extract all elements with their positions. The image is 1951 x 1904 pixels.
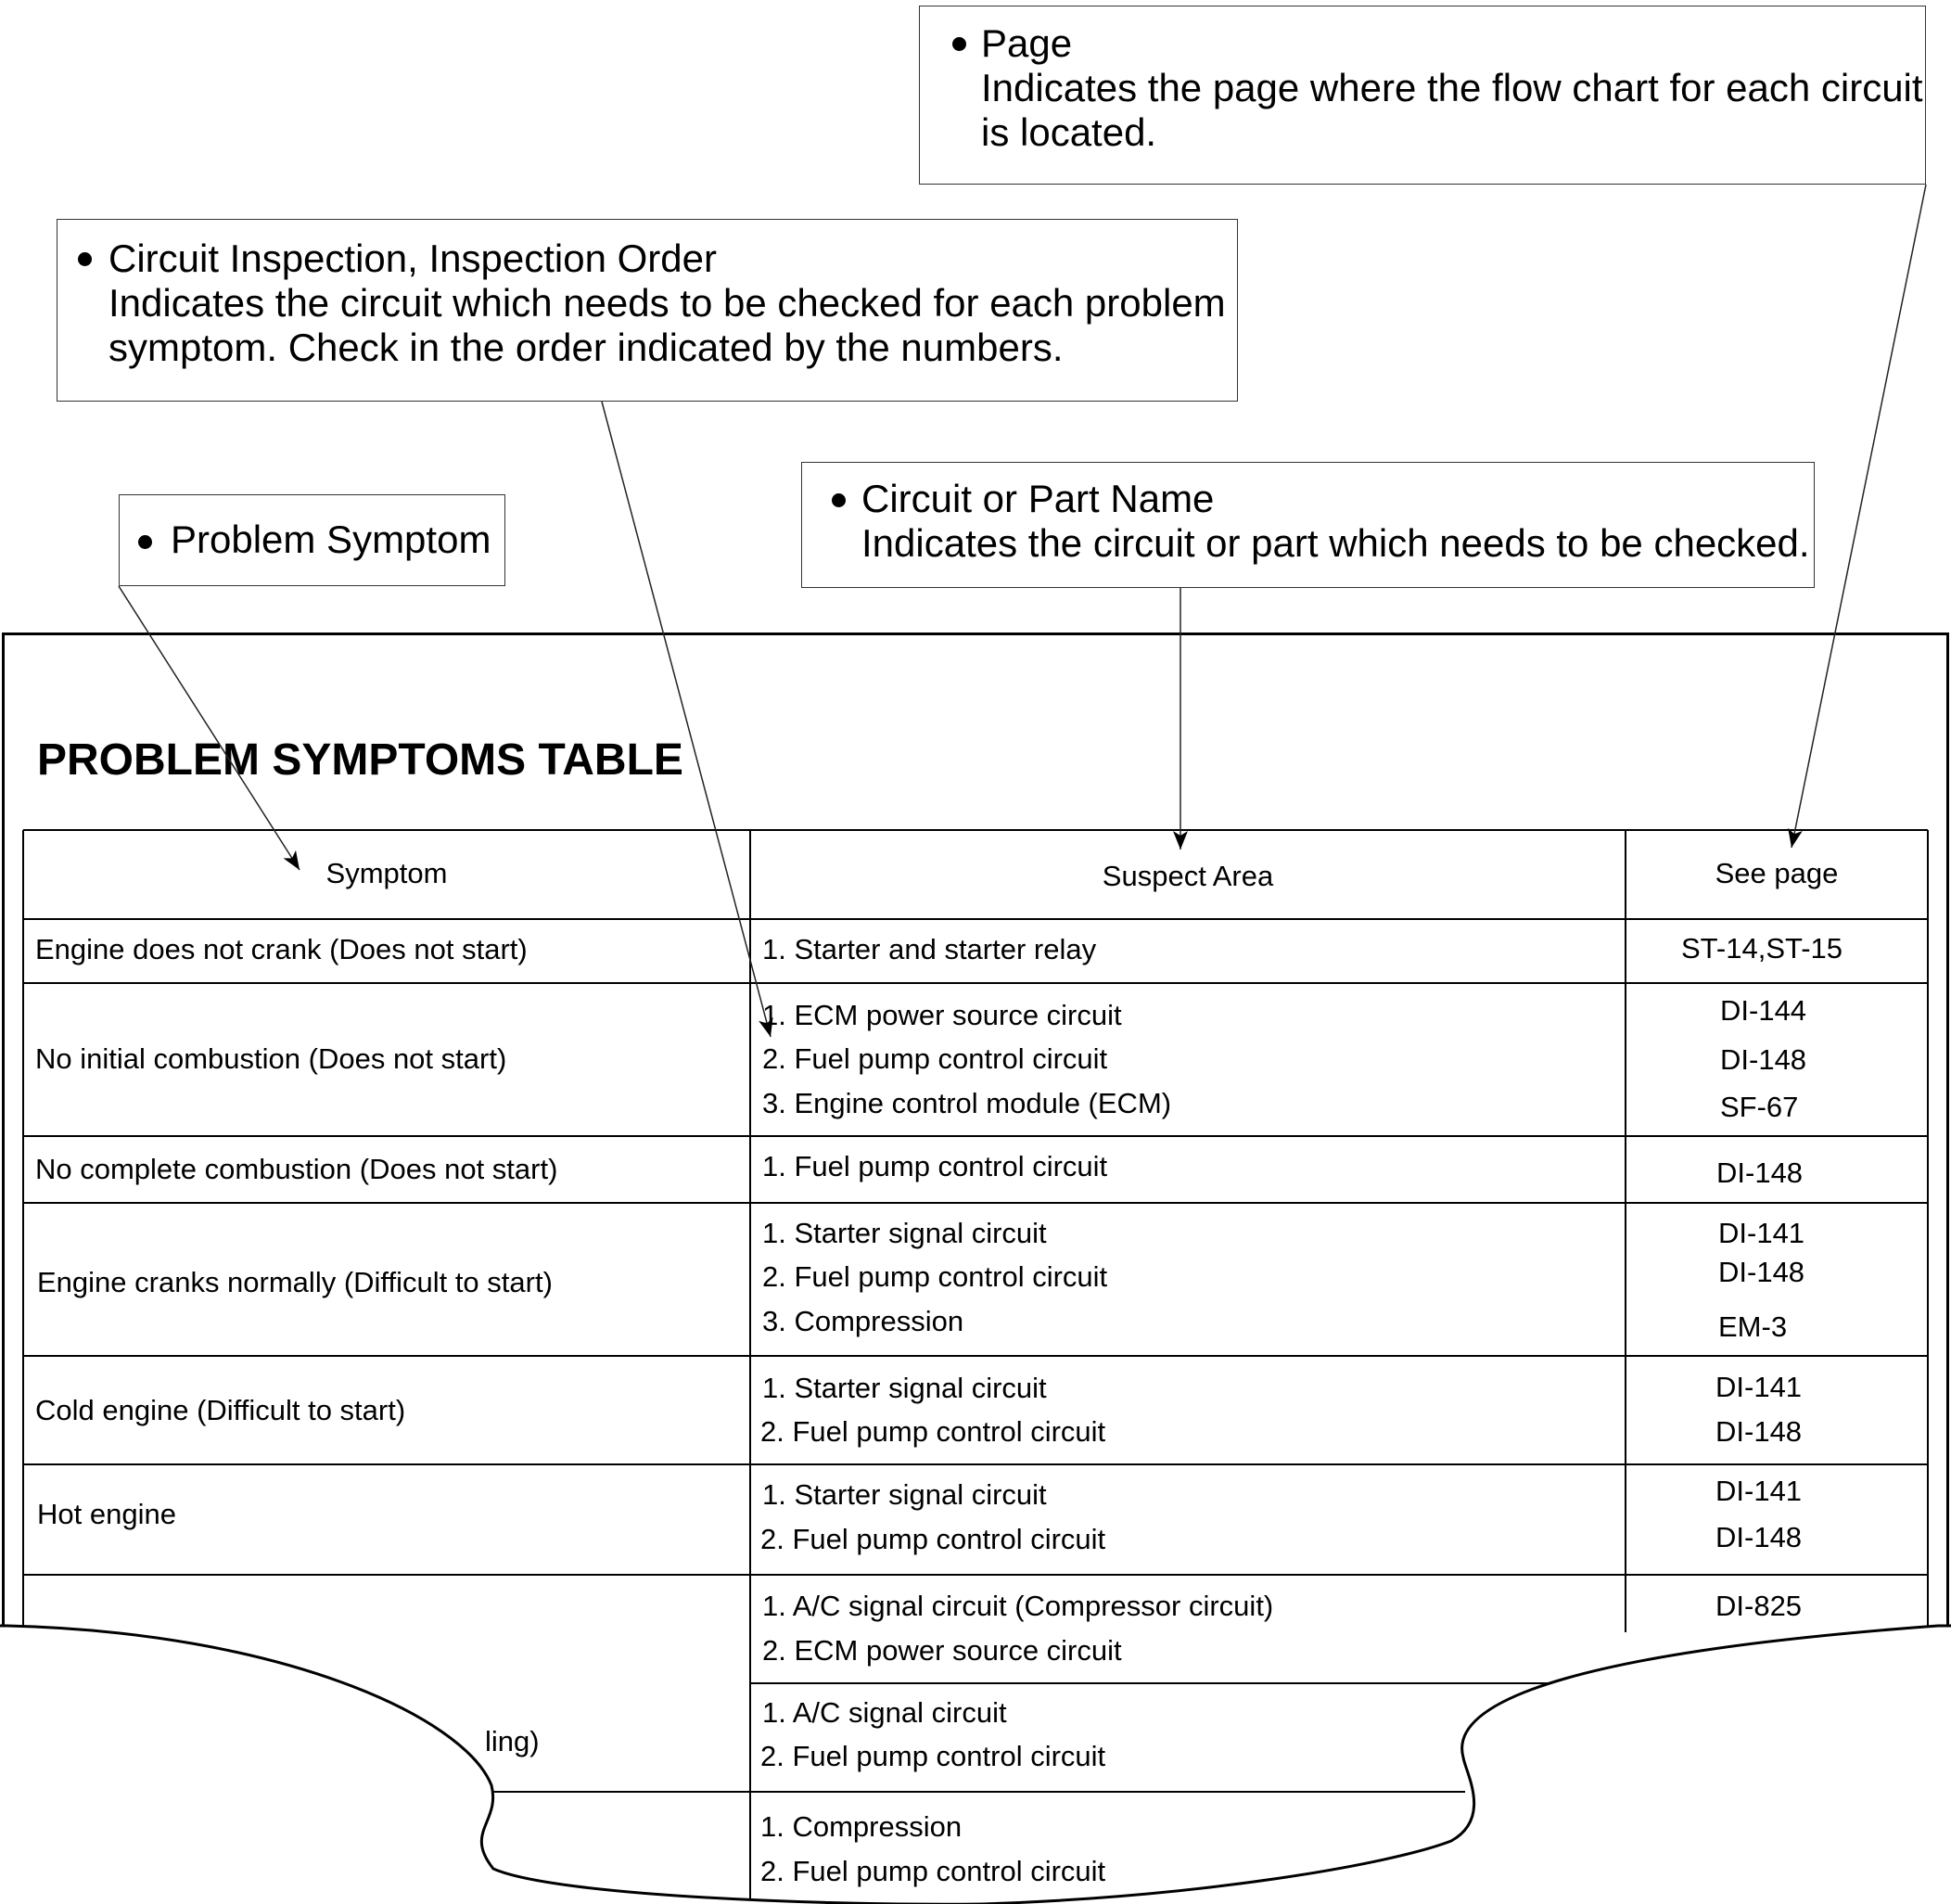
row-1-page-1: ST-14,ST-15 xyxy=(1681,932,1843,965)
row-1-symptom: Engine does not crank (Does not start) xyxy=(35,933,528,965)
pointer-page xyxy=(1792,185,1926,848)
row-2-page-3: SF-67 xyxy=(1720,1091,1799,1123)
row-8-area-2: 2. Fuel pump control circuit xyxy=(760,1740,1106,1772)
callout-inspection-line-2: symptom. Check in the order indicated by the numbers. xyxy=(108,326,1064,369)
row-6-symptom: Hot engine xyxy=(37,1498,176,1530)
row-7-page-1: DI-825 xyxy=(1715,1590,1803,1622)
row-5-symptom: Cold engine (Difficult to start) xyxy=(35,1394,406,1426)
row-4-page-2: DI-148 xyxy=(1718,1256,1805,1288)
row-6-area-2: 2. Fuel pump control circuit xyxy=(760,1523,1106,1555)
row-9-area-1: 1. Compression xyxy=(760,1810,963,1843)
row-5-page-1: DI-141 xyxy=(1715,1371,1803,1403)
row-4-area-1: 1. Starter signal circuit xyxy=(762,1217,1047,1249)
row-8-area-1: 1. A/C signal circuit xyxy=(762,1696,1007,1729)
row-7-area-2: 2. ECM power source circuit xyxy=(762,1634,1122,1667)
callout-pointers xyxy=(119,185,1926,1037)
row-5-area-2: 2. Fuel pump control circuit xyxy=(760,1415,1106,1448)
callout-page-line-2: is located. xyxy=(981,110,1157,154)
callout-inspection-line-1: Indicates the circuit which needs to be checked for each problem xyxy=(108,281,1226,325)
row-4-area-2: 2. Fuel pump control circuit xyxy=(762,1260,1108,1293)
row-5-area-1: 1. Starter signal circuit xyxy=(762,1372,1047,1404)
row-6-page-2: DI-148 xyxy=(1715,1521,1803,1553)
callout-page-line-1: Indicates the page where the flow chart for each circuit xyxy=(981,66,1923,109)
row-2-area-2: 2. Fuel pump control circuit xyxy=(762,1042,1108,1075)
callout-part-title: Circuit or Part Name xyxy=(861,477,1215,520)
row-7-area-1: 1. A/C signal circuit (Compressor circuit) xyxy=(762,1590,1274,1622)
row-9-area-2: 2. Fuel pump control circuit xyxy=(760,1855,1106,1887)
callout-inspection-title: Circuit Inspection, Inspection Order xyxy=(108,236,717,280)
row-2-page-2: DI-148 xyxy=(1720,1043,1807,1076)
pointer-symptom xyxy=(119,586,300,870)
callout-part-line-1: Indicates the circuit or part which needs to be checked. xyxy=(861,521,1810,565)
callout-symptom-title: Problem Symptom xyxy=(171,518,491,561)
header-symptom: Symptom xyxy=(325,857,448,889)
row-2-area-1: 1. ECM power source circuit xyxy=(762,999,1122,1031)
row-3-symptom: No complete combustion (Does not start) xyxy=(35,1153,558,1185)
row-1-area-1: 1. Starter and starter relay xyxy=(762,933,1097,965)
row-8-symptom-fragment: ling) xyxy=(485,1725,540,1757)
row-2-page-1: DI-144 xyxy=(1720,994,1807,1027)
row-6-area-1: 1. Starter signal circuit xyxy=(762,1478,1047,1511)
row-6-page-1: DI-141 xyxy=(1715,1475,1803,1507)
row-3-page-1: DI-148 xyxy=(1716,1156,1804,1189)
row-5-page-2: DI-148 xyxy=(1715,1415,1803,1448)
table-title: PROBLEM SYMPTOMS TABLE xyxy=(37,735,683,785)
row-2-symptom: No initial combustion (Does not start) xyxy=(35,1042,507,1075)
callout-page-title: Page xyxy=(981,21,1073,65)
header-see-page: See page xyxy=(1715,857,1839,889)
row-2-area-3: 3. Engine control module (ECM) xyxy=(762,1087,1172,1119)
row-4-page-1: DI-141 xyxy=(1718,1217,1805,1249)
row-4-area-3: 3. Compression xyxy=(762,1305,964,1337)
row-4-symptom: Engine cranks normally (Difficult to start) xyxy=(37,1266,553,1298)
header-suspect-area: Suspect Area xyxy=(1102,860,1274,892)
pointer-inspection xyxy=(602,402,771,1037)
row-4-page-3: EM-3 xyxy=(1718,1310,1788,1343)
row-3-area-1: 1. Fuel pump control circuit xyxy=(762,1150,1108,1182)
